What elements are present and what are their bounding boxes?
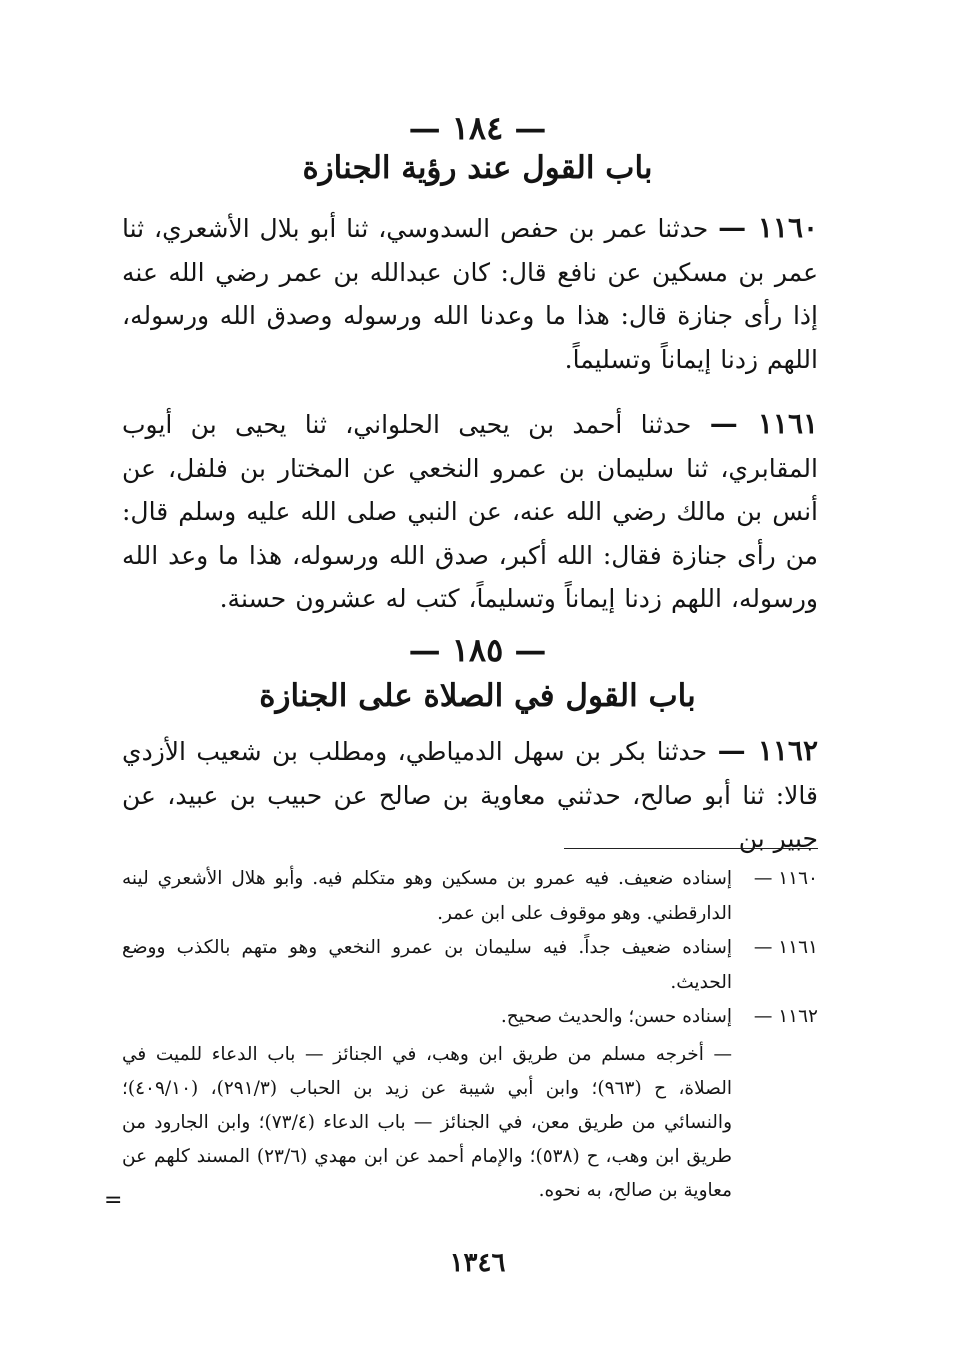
continuation-mark: = — [104, 1188, 123, 1213]
footnote-text: إسناده ضعيف جداً. فيه سليمان بن عمرو النخعي وهو متهم بالكذب ووضع الحديث. — [122, 937, 732, 993]
footnote-separator — [564, 848, 818, 849]
hadith-text: حدثنا بكر بن سهل الدمياطي، ومطلب بن شعيب الأزدي قالا: ثنا أبو صالح، حدثني معاوية بن صالح عن حبيب بن عبيد، عن جبير بن — [122, 737, 818, 853]
section-number: — ١٨٥ — — [408, 631, 547, 669]
hadith-paragraph — [122, 402, 818, 621]
footnotes — [122, 862, 818, 1035]
footnote — [122, 931, 818, 1000]
footnote-number: ١١٦١ — — [753, 937, 818, 958]
hadith-paragraph — [122, 729, 818, 861]
hadith-number: ١١٦٠ — — [718, 211, 819, 244]
section-title: باب القول في الصلاة على الجنازة — [259, 678, 696, 714]
footnote-text: إسناده ضعيف. فيه عمرو بن مسكين وهو متكلم فيه. وأبو هلال الأشعري لينه الدارقطني. وهو موقوف على ابن عمر. — [122, 868, 732, 924]
hadith-number: ١١٦١ — — [709, 407, 819, 440]
section-number: — ١٨٤ — — [408, 109, 547, 147]
hadith-number: ١١٦٢ — — [717, 734, 818, 767]
hadith-text: حدثنا عمر بن حفص السدوسي، ثنا أبو بلال الأشعري، ثنا عمر بن مسكين عن نافع قال: كان عبدالله بن عمر رضي الله عنه إذا رأى جنازة قال: هذا ما وعدنا الله ورسوله وصدق الله ورسوله، اللهم زدنا إيماناً وتسليماً. — [122, 214, 818, 374]
footnote — [122, 862, 818, 931]
hadith-paragraph — [122, 206, 818, 381]
footnote-number: ١١٦٢ — — [753, 1006, 818, 1027]
footnote — [122, 1000, 818, 1035]
footnote-text: إسناده حسن؛ والحديث صحيح. — [500, 1006, 732, 1027]
footnote-number: ١١٦٠ — — [753, 868, 818, 889]
hadith-text: حدثنا أحمد بن يحيى الحلواني، ثنا يحيى بن أيوب المقابري، ثنا سليمان بن عمرو النخعي عن المختار بن فلفل، عن أنس بن مالك رضي الله عنه، عن النبي صلى الله عليه وسلم قال: من رأى جنازة فقال: الله أكبر، صدق الله ورسوله، هذا ما وعد الله ورسوله، اللهم زدنا إيماناً وتسليماً، كتب له عشرون حسنة. — [122, 410, 818, 613]
page-number: ١٣٤٦ — [449, 1248, 506, 1278]
section-title: باب القول عند رؤية الجنازة — [302, 150, 653, 186]
footnote-takhrij: — أخرجه مسلم من طريق ابن وهب، في الجنائز — باب الدعاء للميت في الصلاة، ح (٩٦٣)؛ وابن أبي شيبة عن زيد بن الحباب (٢٩١/٣)، (٤٠٩/١٠)؛ والنسائي من طريق معن، في الجنائز — باب الدعاء (٧٣/٤)؛ وابن الجارود من طريق ابن وهب، ح (٥٣٨)؛ والإمام أحمد عن ابن مهدي (٢٣/٦) المسند كلهم عن معاوية بن صالح، به نحوه. — [122, 1044, 733, 1201]
